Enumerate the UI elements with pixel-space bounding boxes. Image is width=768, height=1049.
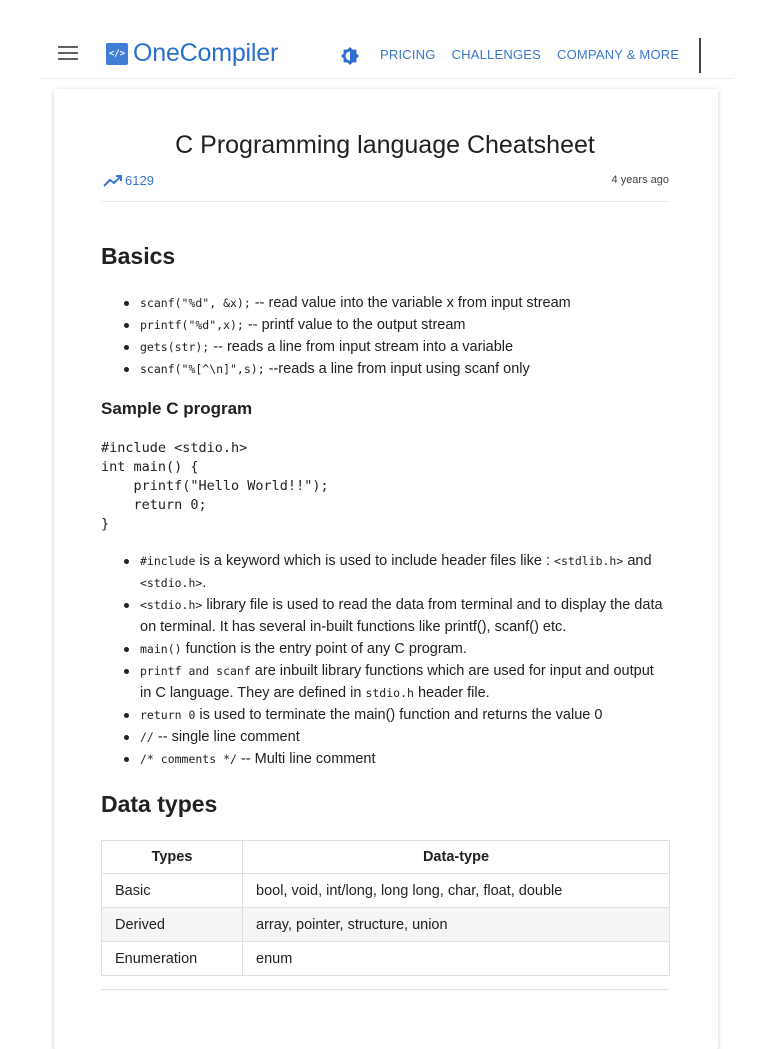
bottom-divider	[101, 989, 669, 990]
cell-type: Enumeration	[102, 942, 243, 976]
article-meta	[101, 173, 669, 193]
inline-code: /* comments */	[140, 752, 237, 766]
inline-code: <stdio.h>	[140, 576, 203, 590]
list-item-text: -- reads a line from input stream into a variable	[209, 339, 514, 355]
section-data-types-heading: Data types	[101, 791, 218, 817]
list-item	[140, 594, 669, 638]
cell-data-type: bool, void, int/long, long long, char, float, double	[243, 874, 670, 908]
list-item-text: library file is used to read the data from terminal and to display the data on terminal. It has several in-built functions like printf(), scanf() etc.	[140, 597, 663, 635]
table-row	[102, 942, 670, 976]
header-divider	[699, 38, 701, 73]
basics-list	[101, 292, 669, 380]
inline-code: return 0	[140, 708, 196, 722]
views-count: 6129	[125, 173, 154, 188]
cell-type: Derived	[102, 908, 243, 942]
code-brackets-icon: </>	[106, 43, 128, 65]
column-header-data-type: Data-type	[243, 841, 670, 874]
table-row	[102, 874, 670, 908]
list-item	[140, 726, 669, 748]
views-counter[interactable]	[103, 173, 154, 188]
inline-code: printf and scanf	[140, 664, 251, 678]
list-item	[140, 660, 669, 704]
column-header-types: Types	[102, 841, 243, 874]
top-header	[0, 0, 768, 79]
data-types-table	[101, 840, 670, 976]
list-item-text: and	[623, 553, 652, 569]
inline-code: gets(str);	[140, 340, 210, 354]
cell-data-type: enum	[243, 942, 670, 976]
onecompiler-logo[interactable]	[106, 39, 278, 68]
list-item-text: function is the entry point of any C program.	[181, 641, 467, 657]
list-item	[140, 550, 669, 594]
theme-toggle-icon[interactable]	[340, 46, 360, 66]
hamburger-menu-icon[interactable]	[58, 46, 78, 62]
list-item	[140, 638, 669, 660]
list-item-text: -- printf value to the output stream	[243, 317, 466, 333]
cell-type: Basic	[102, 874, 243, 908]
page-title: C Programming language Cheatsheet	[175, 131, 595, 159]
list-item-text: are inbuilt library functions which are used for input and output in C language. They are defined in	[140, 663, 654, 701]
inline-code: <stdio.h>	[140, 598, 203, 612]
trending-up-icon	[103, 174, 123, 188]
nav-company-more[interactable]: COMPANY & MORE	[557, 47, 680, 62]
inline-code: <stdlib.h>	[554, 554, 624, 568]
logo-text: OneCompiler	[133, 39, 279, 67]
list-item	[140, 748, 669, 770]
list-item-text: -- single line comment	[153, 729, 300, 745]
list-item	[140, 336, 669, 358]
inline-code: scanf("%d", &x);	[140, 296, 251, 310]
inline-code: scanf("%[^\n]",s);	[140, 362, 265, 376]
list-item-text: is used to terminate the main() function and returns the value 0	[195, 707, 603, 723]
header-rule	[38, 78, 734, 79]
meta-divider	[101, 201, 669, 202]
table-header-row	[102, 841, 670, 874]
list-item-text: .	[202, 575, 207, 591]
list-item-text: is a keyword which is used to include header files like :	[195, 553, 555, 569]
sample-code-block: #include <stdio.h> int main() { printf("Hello World!!"); return 0; }	[101, 440, 329, 532]
inline-code: printf("%d",x);	[140, 318, 244, 332]
article-age: 4 years ago	[611, 174, 669, 186]
table-row	[102, 908, 670, 942]
list-item	[140, 704, 669, 726]
cheatsheet-card	[54, 89, 718, 1049]
list-item	[140, 292, 669, 314]
inline-code: //	[140, 730, 154, 744]
inline-code: main()	[140, 642, 182, 656]
list-item-text: -- read value into the variable x from input stream	[250, 295, 571, 311]
section-basics-heading: Basics	[101, 243, 176, 269]
nav-pricing[interactable]: PRICING	[380, 47, 436, 62]
sample-program-heading: Sample C program	[101, 399, 253, 418]
list-item	[140, 358, 669, 380]
inline-code: #include	[140, 554, 196, 568]
nav-challenges[interactable]: CHALLENGES	[451, 47, 541, 62]
cell-data-type: array, pointer, structure, union	[243, 908, 670, 942]
list-item-text: header file.	[413, 685, 490, 701]
list-item	[140, 314, 669, 336]
list-item-text: -- Multi line comment	[236, 751, 376, 767]
inline-code: stdio.h	[365, 686, 414, 700]
sample-notes-list	[101, 550, 669, 770]
top-nav	[380, 47, 679, 62]
list-item-text: --reads a line from input using scanf only	[264, 361, 530, 377]
